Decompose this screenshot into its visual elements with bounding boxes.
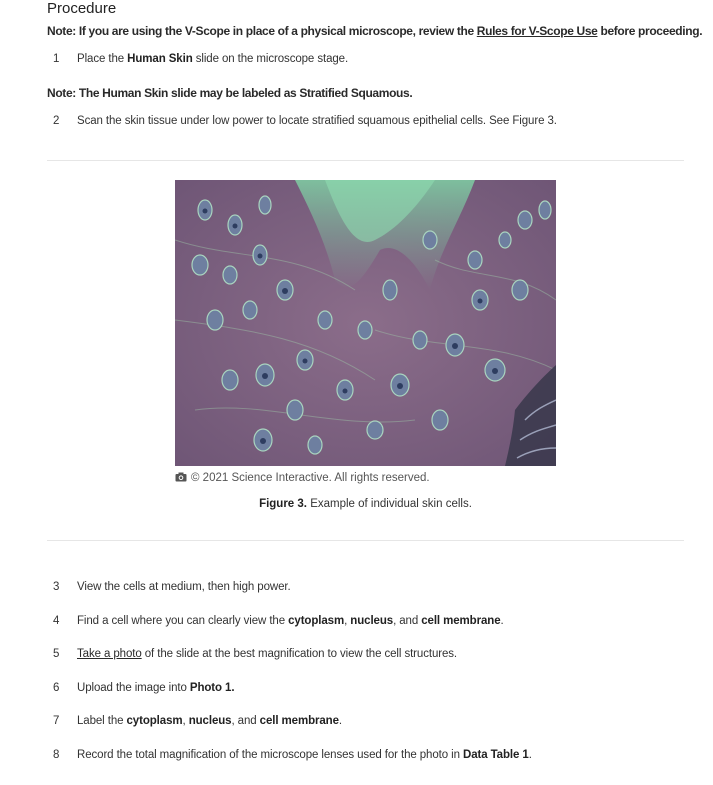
step-5 xyxy=(47,648,457,660)
step-4 xyxy=(47,615,504,627)
step-6 xyxy=(47,682,234,694)
step-bold: Human Skin xyxy=(127,53,193,65)
step-text: , and xyxy=(231,715,260,727)
step-text: Label the xyxy=(77,715,127,727)
step-bold: Data Table 1 xyxy=(462,749,529,761)
step-bold: cytoplasm xyxy=(288,615,345,627)
step-bold: nucleus xyxy=(188,715,232,727)
step-text: . xyxy=(500,615,504,627)
step-1 xyxy=(47,53,348,65)
step-text: . xyxy=(528,749,532,761)
step-text: , xyxy=(182,715,189,727)
step-text: of the slide at the best magnification to view the cell structures. xyxy=(141,648,458,660)
take-photo-link[interactable]: Take a photo xyxy=(77,648,142,660)
step-3 xyxy=(47,581,291,593)
divider-top xyxy=(47,160,684,161)
step-7 xyxy=(47,715,342,727)
step-text: slide on the microscope stage. xyxy=(192,53,349,65)
step-number: 4 xyxy=(53,615,60,627)
step-bold: Photo 1. xyxy=(189,682,235,694)
step-text: , xyxy=(344,615,351,627)
step-number: 7 xyxy=(53,715,60,727)
step-bold: cell membrane xyxy=(421,615,501,627)
step-number: 8 xyxy=(53,749,60,761)
step-text: , and xyxy=(393,615,422,627)
step-text: Record the total magnification of the microscope lenses used for the photo in xyxy=(77,749,463,761)
step-number: 3 xyxy=(53,581,60,593)
note-prefix: Note: If you are using the V-Scope in place of a physical microscope, review the xyxy=(47,24,477,38)
step-text: Upload the image into xyxy=(77,682,190,694)
image-credit xyxy=(175,472,430,485)
vscope-rules-link[interactable]: Rules for V-Scope Use xyxy=(476,24,598,38)
micrograph-image xyxy=(175,180,556,466)
step-text: Place the xyxy=(77,53,128,65)
caption-text: Example of individual skin cells. xyxy=(307,498,472,510)
caption-label: Figure 3. xyxy=(259,498,307,510)
step-bold: nucleus xyxy=(350,615,394,627)
step-2 xyxy=(47,115,557,127)
divider-bottom xyxy=(47,540,684,541)
step-text: Scan the skin tissue under low power to locate stratified squamous epithelial cells. See Figure 3. xyxy=(77,115,557,127)
step-number: 5 xyxy=(53,648,60,660)
step-number: 2 xyxy=(53,115,60,127)
section-heading: Procedure xyxy=(47,0,117,17)
credit-text: © 2021 Science Interactive. All rights reserved. xyxy=(191,472,430,484)
figure-caption xyxy=(0,498,713,510)
step-bold: cell membrane xyxy=(259,715,339,727)
step-number: 1 xyxy=(53,53,60,65)
note-suffix: before proceeding. xyxy=(597,24,703,38)
step-text: View the cells at medium, then high power. xyxy=(77,581,291,593)
step-bold: cytoplasm xyxy=(126,715,183,727)
step-number: 6 xyxy=(53,682,60,694)
step-8 xyxy=(47,749,532,761)
slide-label-note: Note: The Human Skin slide may be labeled as Stratified Squamous. xyxy=(47,86,413,100)
vscope-note xyxy=(47,24,702,38)
camera-icon xyxy=(175,472,187,485)
step-text: Find a cell where you can clearly view the xyxy=(77,615,289,627)
step-text: . xyxy=(338,715,343,727)
